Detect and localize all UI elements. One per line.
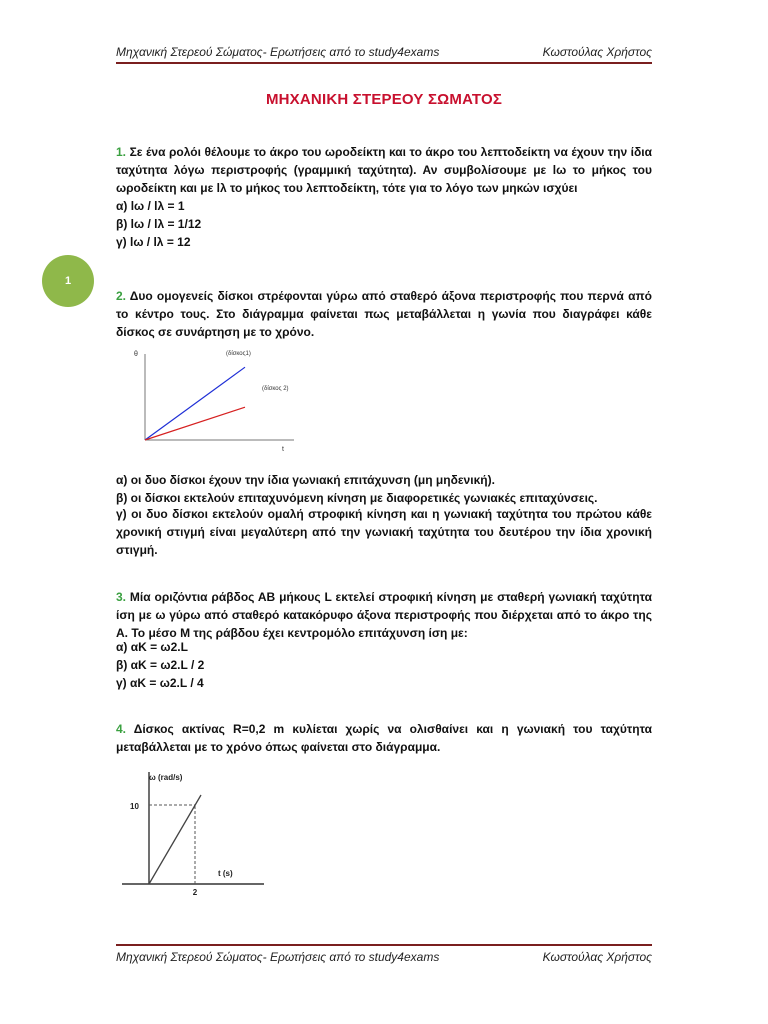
question-2-option-c: γ) οι δυο δίσκοι εκτελούν ομαλή στροφική κίνηση και η γωνιακή ταχύτητα του πρώτου κάθε χρονική στιγμή είναι μεγαλύτερη από την γωνιακή ταχύτητα του δευτέρου την ίδια χρονική στιγμή.: [116, 507, 652, 557]
header-left: Μηχανική Στερεού Σώματος- Ερωτήσεις από το study4exams: [116, 45, 440, 59]
series-line-disk-2: [145, 407, 245, 440]
question-2-option-a: α) οι δυο δίσκοι έχουν την ίδια γωνιακή επιτάχυνση (μη μηδενική).: [116, 473, 495, 487]
y-axis-label: θ: [134, 351, 138, 358]
x-axis-label: t (s): [218, 869, 233, 878]
legend-disk-1: (δίσκος1): [226, 351, 251, 357]
y-axis-label: ω (rad/s): [149, 773, 183, 782]
question-number: 1.: [116, 145, 127, 159]
footer-left: Μηχανική Στερεού Σώματος- Ερωτήσεις από το study4exams: [116, 950, 440, 964]
header-rule: [116, 62, 652, 64]
angular-velocity-chart: [116, 766, 266, 906]
footer-rule: [116, 944, 652, 946]
question-1-option-a: α) lω / lλ = 1: [116, 199, 185, 213]
question-text: Μία οριζόντια ράβδος ΑΒ μήκους L εκτελεί στροφική κίνηση με σταθερή γωνιακή ταχύτητα ίση με ω γύρω από σταθερό κατακόρυφο άξονα περιστροφής που διέρχεται από το άκρο της Α. Το μέσο Μ της ράβδου έχει κεντρομόλο επιτάχυνση ίση με:: [116, 590, 652, 640]
question-3-option-b: β) αK = ω2.L / 2: [116, 658, 205, 672]
page-title: ΜΗΧΑΝΙΚΗ ΣΤΕΡΕΟΥ ΣΩΜΑΤΟΣ: [265, 91, 503, 108]
footer-right: Κωστούλας Χρήστος: [542, 950, 652, 964]
question-text: Δίσκος ακτίνας R=0,2 m κυλίεται χωρίς να ολισθαίνει και η γωνιακή του ταχύτητα μεταβάλλεται με το χρόνο όπως φαίνεται στο διάγραμμα.: [116, 722, 652, 754]
question-number: 2.: [116, 289, 127, 303]
question-3-option-a: α) αK = ω2.L: [116, 640, 188, 654]
y-tick-label: 10: [130, 802, 139, 811]
x-axis-label: t: [282, 446, 284, 453]
question-1: [116, 143, 652, 197]
question-2-option-b: β) οι δίσκοι εκτελούν επιταχυνόμενη κίνηση με διαφορετικές γωνιακές επιταχύνσεις.: [116, 491, 598, 505]
angle-time-chart: [116, 344, 300, 462]
question-text: Σε ένα ρολόι θέλουμε το άκρο του ωροδείκτη και το άκρο του λεπτοδείκτη να έχουν την ίδια ταχύτητα λόγω περιστροφής (γραμμική ταχύτητα). Αν συμβολίσουμε με lω το μήκος του ωροδείκτη και με lλ το μήκος του λεπτοδείκτη, τότε για το λόγο των μηκών ισχύει: [116, 145, 652, 195]
legend-disk-2: (δίσκος 2): [262, 386, 289, 392]
series-line-disk-1: [145, 367, 245, 440]
question-number: 4.: [116, 722, 127, 736]
question-number: 3.: [116, 590, 127, 604]
page-number-badge: 1: [42, 255, 94, 307]
header-right: Κωστούλας Χρήστος: [542, 45, 652, 59]
question-1-option-c: γ) lω / lλ = 12: [116, 235, 191, 249]
question-3-option-c: γ) αK = ω2.L / 4: [116, 676, 204, 690]
series-line-omega: [149, 795, 201, 884]
question-3: [116, 588, 652, 642]
x-tick-label: 2: [192, 888, 198, 897]
question-2: [116, 287, 652, 341]
question-1-option-b: β) lω / lλ = 1/12: [116, 217, 202, 231]
question-4: [116, 720, 652, 756]
question-text: Δυο ομογενείς δίσκοι στρέφονται γύρω από σταθερό άξονα περιστροφής που περνά από το κέντρο τους. Στο διάγραμμα φαίνεται πως μεταβάλλεται η γωνία που διαγράφει κάθε δίσκος σε συνάρτηση με το χρόνο.: [116, 289, 652, 339]
